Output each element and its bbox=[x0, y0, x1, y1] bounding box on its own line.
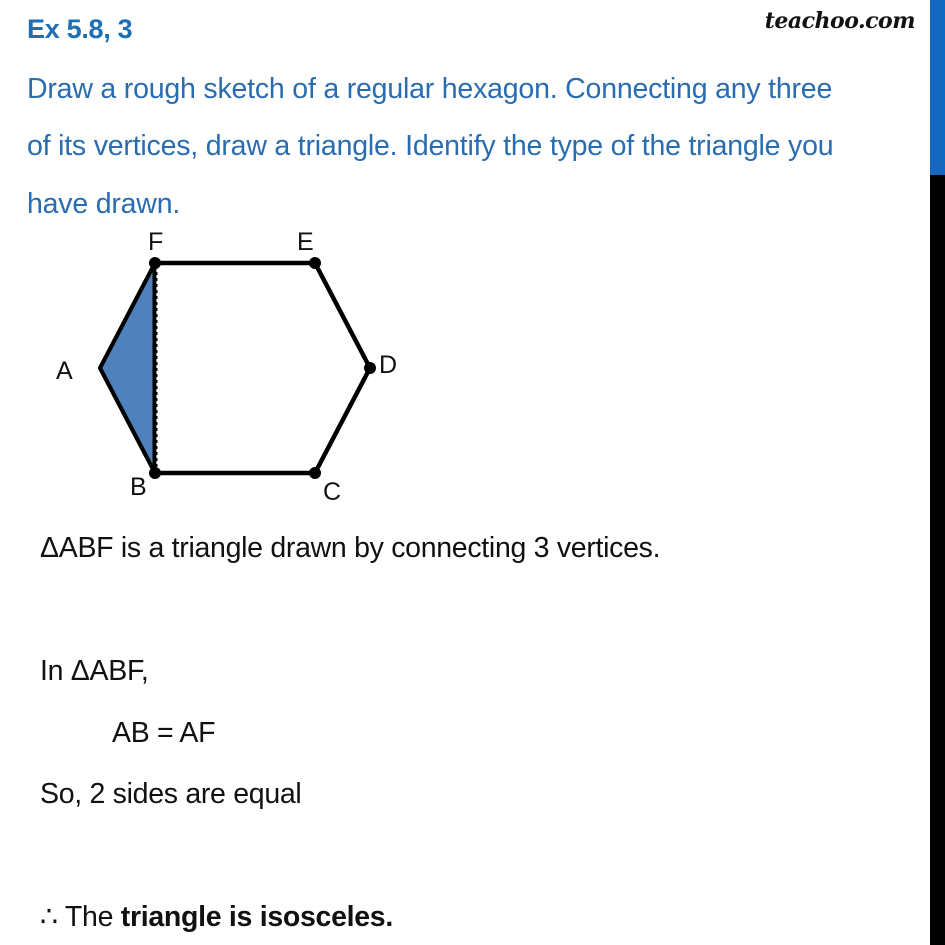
vertex-label-e: E bbox=[297, 228, 314, 256]
triangle-abf bbox=[100, 263, 155, 473]
conclusion bbox=[40, 900, 393, 934]
sidebar-accent-black bbox=[930, 175, 945, 945]
vertex-label-c: C bbox=[323, 478, 342, 506]
exercise-title: Ex 5.8, 3 bbox=[27, 14, 133, 44]
vertex-label-d: D bbox=[379, 351, 398, 379]
conclusion-bold: triangle is isosceles. bbox=[120, 901, 393, 933]
vertex-label-f: F bbox=[148, 228, 164, 256]
conclusion-prefix: ∴ The bbox=[40, 901, 121, 933]
vertex-b-dot bbox=[149, 467, 161, 479]
question-line-1: Draw a rough sketch of a regular hexagon. Connecting any three bbox=[27, 73, 833, 105]
question-line-3: have drawn. bbox=[27, 188, 181, 220]
brand-logo: teachoo.com bbox=[764, 8, 915, 34]
solution-line-1: ΔABF is a triangle drawn by connecting 3 vertices. bbox=[40, 532, 661, 564]
vertex-e-dot bbox=[309, 257, 321, 269]
solution-line-4: So, 2 sides are equal bbox=[40, 778, 302, 810]
solution-line-2: In ΔABF, bbox=[40, 655, 149, 687]
question-line-2: of its vertices, draw a triangle. Identify the type of the triangle you bbox=[27, 130, 834, 162]
sidebar-accent-blue bbox=[930, 0, 945, 175]
vertex-label-a: A bbox=[56, 357, 73, 385]
solution-line-3: AB = AF bbox=[112, 717, 216, 749]
vertex-label-b: B bbox=[130, 473, 147, 501]
vertex-d-dot bbox=[364, 362, 376, 374]
vertex-c-dot bbox=[309, 467, 321, 479]
vertex-f-dot bbox=[149, 257, 161, 269]
hexagon-edges bbox=[155, 263, 370, 473]
